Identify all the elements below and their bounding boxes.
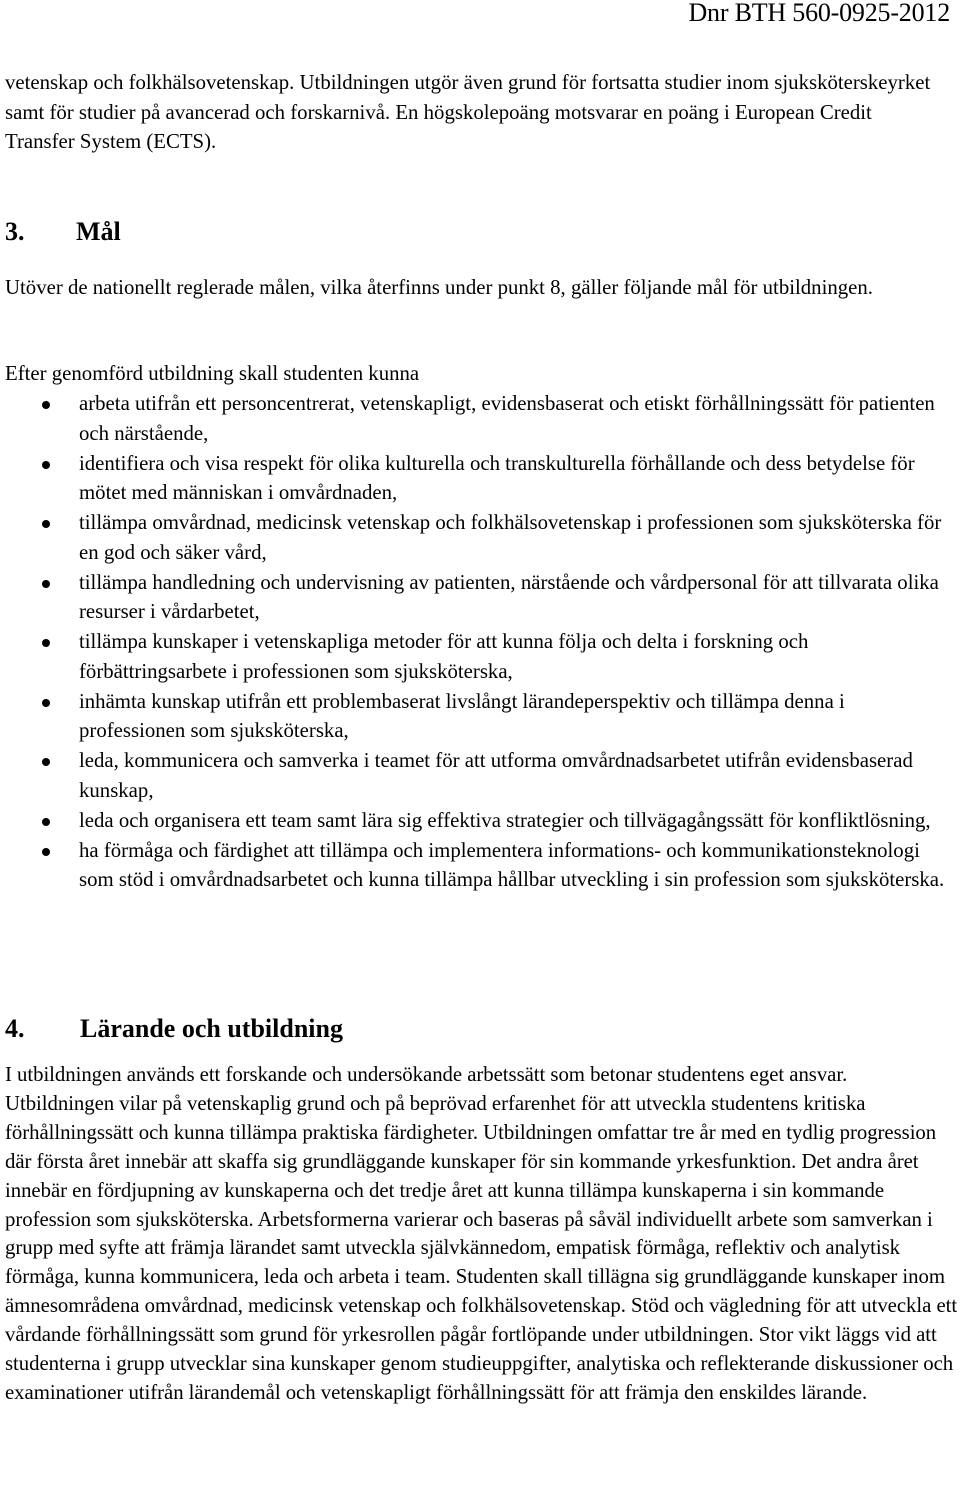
- bullet-icon: [42, 520, 50, 528]
- section-4-title: Lärande och utbildning: [80, 1014, 343, 1043]
- section-4-number: 4.: [5, 1014, 25, 1043]
- goal-item: [0, 836, 954, 895]
- goal-item: [0, 806, 954, 836]
- goals-lead-text: Efter genomförd utbildning skall studenten kunna: [5, 362, 420, 385]
- learning-paragraph: I utbildningen används ett forskande och undersökande arbetssätt som betonar studentens eget ansvar. Utbildningen vilar på vetenskaplig grund och på beprövad erfarenhet för att utveckla studentens kritiska förhållningssätt och kunna tillämpa praktiska färdigheter. Utbildningen omfattar tre år med en tydlig progression där första året innebär att skaffa sig grundläggande kunskaper för sin kommande yrkesfunktion. Det andra året innebär en fördjupning av kunskaperna och det tredje året att kunna tillämpa kunskaperna i sin kommande profession som sjuksköterska. Arbetsformerna varierar och baseras på såväl individuellt arbete som samverkan i grupp med syfte att främja lärandet samt utveckla självkännedom, empatisk förmåga, reflektiv och analytisk förmåga, kunna kommunicera, leda och arbeta i team. Studenten skall tillägna sig grundläggande kunskaper inom ämnesområdena omvårdnad, medicinsk vetenskap och folkhälsovetenskap. Stöd och vägledning för att utveckla ett vårdande förhållningssätt som grund för yrkesrollen pågår fortlöpande under utbildningen. Stor vikt läggs vid att studenterna i grupp utvecklar sina kunskaper genom studieuppgifter, analytiska och reflekterande diskussioner och examinationer utifrån lärandemål och vetenskapligt förhållningssätt för att främja den enskildes lärande.: [5, 1063, 958, 1404]
- bullet-icon: [42, 758, 50, 766]
- bullet-icon: [42, 848, 50, 856]
- goal-item-text: inhämta kunskap utifrån ett problembaserat livslångt lärandeperspektiv och tillämpa denna i professionen som sjuksköterska,: [79, 689, 845, 742]
- goal-item: [0, 627, 954, 686]
- goal-item: [0, 508, 954, 567]
- bullet-icon: [42, 639, 50, 647]
- goal-item-text: tillämpa omvårdnad, medicinsk vetenskap och folkhälsovetenskap i professionen som sjuksköterska för en god och säker vård,: [79, 511, 942, 564]
- goal-item-text: tillämpa kunskaper i vetenskapliga metoder för att kunna följa och delta i forskning och förbättringsarbete i professionen som sjuksköterska,: [79, 630, 809, 683]
- goal-item: [0, 568, 954, 627]
- goal-item: [0, 449, 954, 508]
- goals-list: [0, 389, 954, 895]
- goal-item: [0, 389, 954, 448]
- section-3-number: 3.: [5, 217, 25, 246]
- goal-item: [0, 687, 954, 746]
- section-4-heading: [5, 1013, 343, 1045]
- intro-paragraph: vetenskap och folkhälsovetenskap. Utbildningen utgör även grund för fortsatta studier inom sjuksköterskeyrket samt för studier på avancerad och forskarnivå. En högskolepoäng motsvarar en poäng i European Credit Transfer System (ECTS).: [5, 71, 931, 153]
- goal-item-text: leda, kommunicera och samverka i teamet för att utforma omvårdnadsarbetet utifrån evidensbaserad kunskap,: [79, 749, 913, 802]
- bullet-icon: [42, 401, 50, 409]
- bullet-icon: [42, 461, 50, 469]
- bullet-icon: [42, 699, 50, 707]
- section-3-heading: [5, 216, 121, 248]
- goal-item-text: ha förmåga och färdighet att tillämpa och implementera informations- och kommunikationsteknologi som stöd i omvårdnadsarbetet och kunna tillämpa hållbar utveckling i sin profession som sjuksköterska.: [79, 838, 945, 891]
- document-number: Dnr BTH 560-0925-2012: [688, 0, 950, 27]
- section-3-title: Mål: [76, 217, 121, 246]
- goal-item: [0, 746, 954, 805]
- bullet-icon: [42, 818, 50, 826]
- goals-intro-paragraph: Utöver de nationellt reglerade målen, vilka återfinns under punkt 8, gäller följande mål för utbildningen.: [5, 276, 873, 299]
- goal-item-text: leda och organisera ett team samt lära sig effektiva strategier och tillvägagångssätt för konfliktlösning,: [79, 808, 931, 832]
- goal-item-text: tillämpa handledning och undervisning av patienten, närstående och vårdpersonal för att tillvarata olika resurser i vårdarbetet,: [79, 570, 939, 623]
- goal-item-text: identifiera och visa respekt för olika kulturella och transkulturella förhållande och dess betydelse för mötet med människan i omvårdnaden,: [79, 451, 915, 504]
- goal-item-text: arbeta utifrån ett personcentrerat, vetenskapligt, evidensbaserat och etiskt förhållningssätt för patienten och närstående,: [79, 392, 935, 445]
- bullet-icon: [42, 580, 50, 588]
